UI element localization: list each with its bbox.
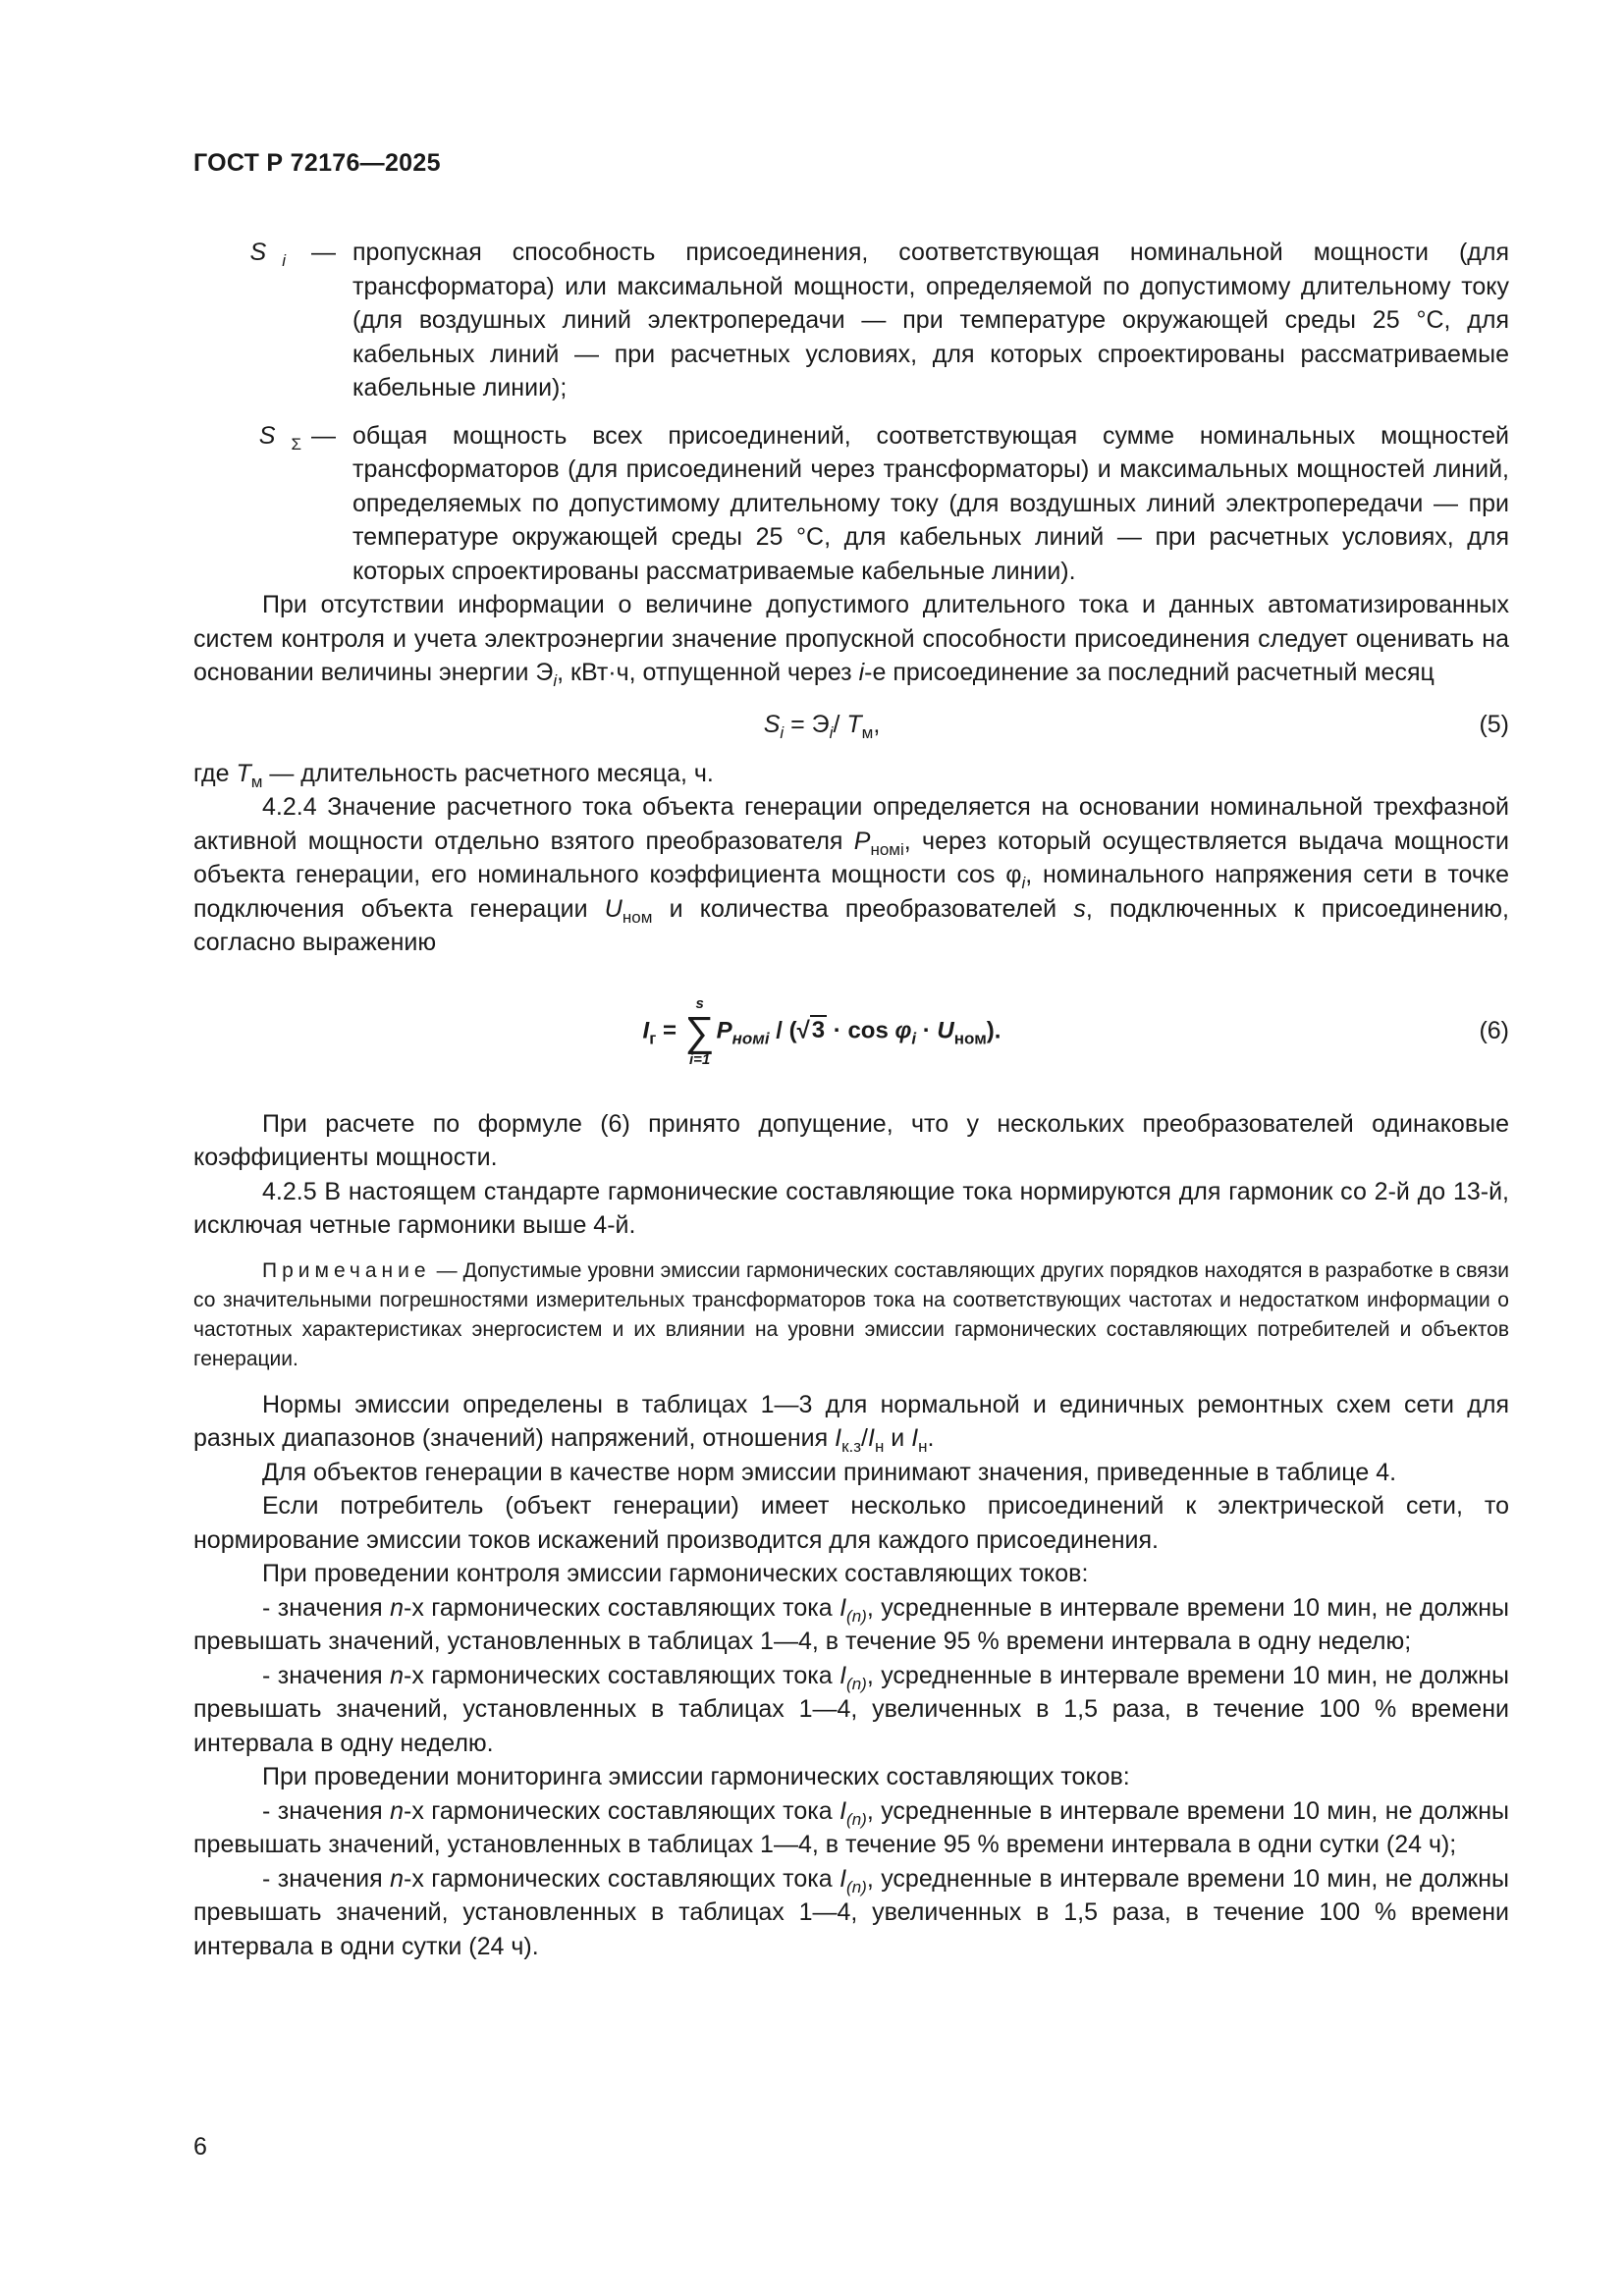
note-block xyxy=(193,1256,1509,1374)
list-item: - значения n-х гармонических составляющих тока $I_{(n)}$, усредненные в интервале времени 10 мин, не должны превышать значений, установленных в таблицах 1—4, в течение 95 % времени интервала в одни сутки (24 ч); xyxy=(193,1796,1509,1858)
document-body xyxy=(193,236,1509,1963)
note-text: — Допустимые уровни эмиссии гармонических составляющих других порядков находятся в разработке в связи со значительными погрешностями измерительных трансформаторов тока на соответствующих частотах и недостатком информации о частотных характеристиках энергосистем и их влиянии на уровни эмиссии гармонических составляющих потребителей и объектов генерации. xyxy=(193,1258,1509,1370)
paragraph-assumption: При расчете по формуле (6) принято допущение, что у нескольких преобразователей одинаковые коэффициенты мощности. xyxy=(193,1109,1509,1171)
definition-text: пропускная способность присоединения, соответствующая номинальной мощности (для трансформатора) или максимальной мощности, определяемой по допустимому длительному току (для воздушных линий электропередачи — при температуре окружающей среды 25 °С, для кабельных линий — при расчетных условиях, для которых спроектированы рассматриваемые кабельные линии); xyxy=(352,239,1509,401)
formula-5-number: (5) xyxy=(1479,711,1509,739)
definition-text: общая мощность всех присоединений, соответствующая сумме номинальных мощностей трансформаторов (для присоединений через трансформаторы) и максимальных мощностей линий, определяемых по допустимому длительному току (для воздушных линий электропередачи — при температуре окружающей среды 25 °С, для кабельных линий — при расчетных условиях, для которых спроектированы рассматриваемые кабельные линии). xyxy=(352,421,1509,585)
definition-dash: — xyxy=(311,239,336,266)
paragraph-monitoring: При проведении мониторинга эмиссии гармонических составляющих токов: xyxy=(262,1763,1130,1790)
paragraph-control: При проведении контроля эмиссии гармонических составляющих токов: xyxy=(262,1560,1089,1587)
formula-5-where: где $T_м$ — длительность расчетного месяца, ч. xyxy=(193,759,714,791)
definition-item xyxy=(193,236,1509,405)
definition-item xyxy=(193,419,1509,589)
paragraph-generation: Для объектов генерации в качестве норм эмиссии принимают значения, приведенные в таблице 4. xyxy=(262,1458,1397,1486)
list-item: - значения n-х гармонических составляющих тока $I_{(n)}$, усредненные в интервале времени 10 мин, не должны превышать значений, установленных в таблицах 1—4, в течение 95 % времени интервала в одну неделю; xyxy=(193,1593,1509,1655)
paragraph-energy-estimate: При отсутствии информации о величине допустимого длительного тока и данных автоматизированных систем контроля и учета электроэнергии значение пропускной способности присоединения следует оценивать на основании величины энергии $Э_i$, кВт·ч, отпущенной через i-е присоединение за последний расчетный месяц xyxy=(193,591,1509,690)
list-item: - значения n-х гармонических составляющих тока $I_{(n)}$, усредненные в интервале времени 10 мин, не должны превышать значений, установленных в таблицах 1—4, увеличенных в 1,5 раза, в течение 100 % времени интервала в одну неделю. xyxy=(193,1661,1509,1757)
list-item: - значения n-х гармонических составляющих тока $I_{(n)}$, усредненные в интервале времени 10 мин, не должны превышать значений, установленных в таблицах 1—4, увеличенных в 1,5 раза, в течение 100 % времени интервала в одни сутки (24 ч). xyxy=(193,1864,1509,1960)
formula-6-expression: $I_г$ = s ∑ i=1 $P_{номi} / (√3 \cdot \cos \varphi_i \cdot U_{ном})$. xyxy=(642,994,1001,1068)
page-number: 6 xyxy=(193,2133,207,2161)
paragraph-multiple-connections: Если потребитель (объект генерации) имеет несколько присоединений к электрической сети, то нормирование эмиссии токов искажений производится для каждого присоединения. xyxy=(193,1492,1509,1554)
paragraph-norms: Нормы эмиссии определены в таблицах 1—3 для нормальной и единичных ремонтных схем сети для разных диапазонов (значений) напряжений, отношения $I_{к.з}/I_н$ и $I_н$. xyxy=(193,1390,1509,1456)
document-header: ГОСТ Р 72176—2025 xyxy=(193,149,441,177)
formula-6 xyxy=(193,978,1509,1086)
definition-symbol: S $_\Sigma$ xyxy=(258,421,301,454)
summation-sign: s ∑ i=1 xyxy=(684,994,715,1068)
formula-5 xyxy=(193,694,1509,757)
formula-6-number: (6) xyxy=(1479,1017,1509,1045)
paragraph-4-2-5: 4.2.5 В настоящем стандарте гармонические составляющие тока нормируются для гармоник со 2-й до 13-й, исключая четные гармоники выше 4-й. xyxy=(193,1177,1509,1239)
note-label: Примечание xyxy=(262,1258,431,1282)
formula-5-expression: $S_i = Э_i/$ $T_м$, xyxy=(763,711,881,743)
paragraph-4-2-4: 4.2.4 Значение расчетного тока объекта генерации определяется на основании номинальной трехфазной активной мощности отдельно взятого преобразователя $P_{номi}$, через который осуществляется выдача мощности объекта генерации, его номинального коэффициента мощности $\cos \varphi_i$, номинального напряжения сети в точке подключения объекта генерации $U_{ном}$ и количества преобразователей s, подключенных к присоединению, согласно выражению xyxy=(193,793,1510,956)
definition-symbol: S $_i$ xyxy=(249,239,286,270)
definition-dash: — xyxy=(311,421,336,450)
